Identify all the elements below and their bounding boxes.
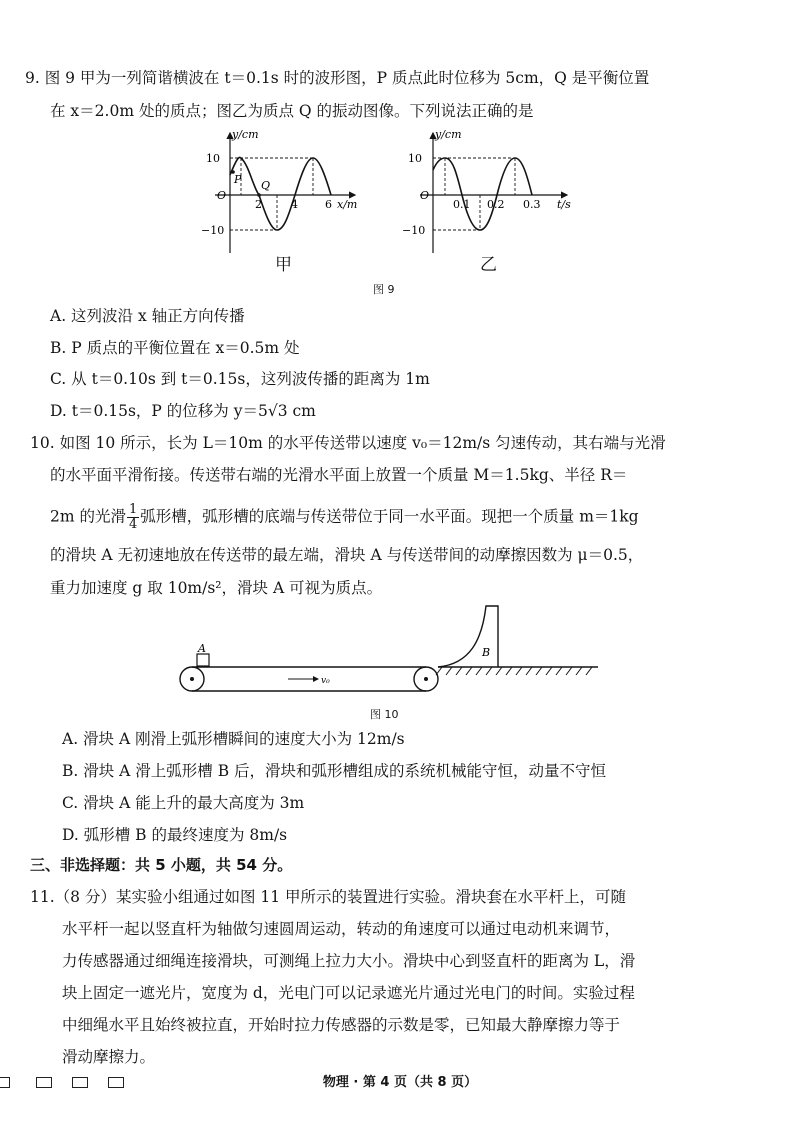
fig10-caption: 图 10 xyxy=(370,708,399,721)
q10-option-b: B. 滑块 A 滑上弧形槽 B 后，滑块和弧形槽组成的系统机械能守恒，动量不守恒 xyxy=(62,762,607,780)
graph-right-ytick-10: 10 xyxy=(408,152,422,165)
point-q-label: Q xyxy=(261,179,271,192)
groove-b-label: B xyxy=(482,646,491,659)
page-footer: 物理 · 第 4 页（共 8 页） xyxy=(322,1075,478,1090)
q11-line4: 块上固定一遮光片，宽度为 d，光电门可以记录遮光片通过光电门的时间。实验过程 xyxy=(62,984,635,1002)
q10-stem-line3 xyxy=(50,503,639,532)
velocity-label: v₀ xyxy=(321,676,330,686)
q9-stem-line1: 9. 图 9 甲为一列简谐横波在 t＝0.1s 时的波形图，P 质点此时位移为 5cm，Q 是平衡位置 xyxy=(25,69,650,87)
q11-line5: 中细绳水平且始终被拉直，开始时拉力传感器的示数是零，已知最大静摩擦力等于 xyxy=(62,1016,621,1034)
q10-stem-line4: 的滑块 A 无初速地放在传送带的最左端，滑块 A 与传送带间的动摩擦因数为 μ＝0.5， xyxy=(50,546,644,564)
graph-left-xtick-4: 4 xyxy=(291,198,298,211)
q10-line3-part-a: 2m 的光滑 xyxy=(50,507,126,526)
graph-right-xlabel: t/s xyxy=(557,198,571,211)
graph-left-xtick-2: 2 xyxy=(255,198,262,211)
figure-10 xyxy=(170,600,610,700)
block-a-label: A xyxy=(198,642,206,655)
q11-line1: 11.（8 分）某实验小组通过如图 11 甲所示的装置进行实验。滑块套在水平杆上，可随 xyxy=(30,888,627,906)
graph-right-yi xyxy=(402,128,571,253)
fig9-right-label: 乙 xyxy=(480,255,497,275)
graph-left-origin: O xyxy=(217,189,227,202)
graph-right-ylabel: y/cm xyxy=(435,128,462,141)
point-p-label: P xyxy=(234,173,242,186)
q11-line6: 滑动摩擦力。 xyxy=(62,1048,156,1066)
q9-option-a: A. 这列波沿 x 轴正方向传播 xyxy=(50,307,245,325)
quarter-fraction xyxy=(127,503,139,532)
fig9-left-label: 甲 xyxy=(275,255,292,275)
graph-left-ytick-10: 10 xyxy=(206,152,220,165)
q11-line2: 水平杆一起以竖直杆为轴做匀速圆周运动，转动的角速度可以通过电动机来调节， xyxy=(62,920,621,938)
q9-option-c: C. 从 t＝0.10s 到 t＝0.15s，这列波传播的距离为 1m xyxy=(50,370,430,388)
graph-left-ytick-neg10: −10 xyxy=(201,224,225,237)
q9-stem-line2: 在 x＝2.0m 处的质点；图乙为质点 Q 的振动图像。下列说法正确的是 xyxy=(50,102,534,120)
q10-stem-line1: 10. 如图 10 所示，长为 L＝10m 的水平传送带以速度 v₀＝12m/s 匀速传动，其右端与光滑 xyxy=(30,434,666,452)
q9-option-d: D. t＝0.15s，P 的位移为 y＝5√3 cm xyxy=(50,402,316,420)
graph-left-xlabel: x/m xyxy=(337,198,358,211)
fig9-caption: 图 9 xyxy=(373,283,395,296)
graph-right-xtick-02: 0.2 xyxy=(487,198,505,211)
fraction-denominator: 4 xyxy=(129,517,138,532)
q10-option-d: D. 弧形槽 B 的最终速度为 8m/s xyxy=(62,826,288,844)
graph-left-ylabel: y/cm xyxy=(232,128,259,141)
graph-right-origin: O xyxy=(420,189,430,202)
fraction-numerator: 1 xyxy=(129,502,138,517)
graph-left-xtick-6: 6 xyxy=(325,198,332,211)
q10-line3-part-b: 弧形槽，弧形槽的底端与传送带位于同一水平面。现把一个质量 m＝1kg xyxy=(140,507,639,526)
figure-9 xyxy=(195,125,595,275)
graph-right-ytick-neg10: −10 xyxy=(402,224,426,237)
q10-stem-line2: 的水平面平滑衔接。传送带右端的光滑水平面上放置一个质量 M＝1.5kg、半径 R＝ xyxy=(50,466,628,484)
q10-stem-line5: 重力加速度 g 取 10m/s²，滑块 A 可视为质点。 xyxy=(50,579,383,597)
graph-right-xtick-03: 0.3 xyxy=(523,198,541,211)
section-3-heading: 三、非选择题：共 5 小题，共 54 分。 xyxy=(30,856,293,874)
q10-option-a: A. 滑块 A 刚滑上弧形槽瞬间的速度大小为 12m/s xyxy=(62,730,405,748)
block-a xyxy=(197,654,209,666)
graph-left-jia xyxy=(201,128,357,253)
graph-right-xtick-01: 0.1 xyxy=(453,198,471,211)
q11-line3: 力传感器通过细绳连接滑块，可测绳上拉力大小。滑块中心到竖直杆的距离为 L，滑 xyxy=(62,952,636,970)
q9-option-b: B. P 质点的平衡位置在 x＝0.5m 处 xyxy=(50,339,300,357)
q10-option-c: C. 滑块 A 能上升的最大高度为 3m xyxy=(62,794,305,812)
